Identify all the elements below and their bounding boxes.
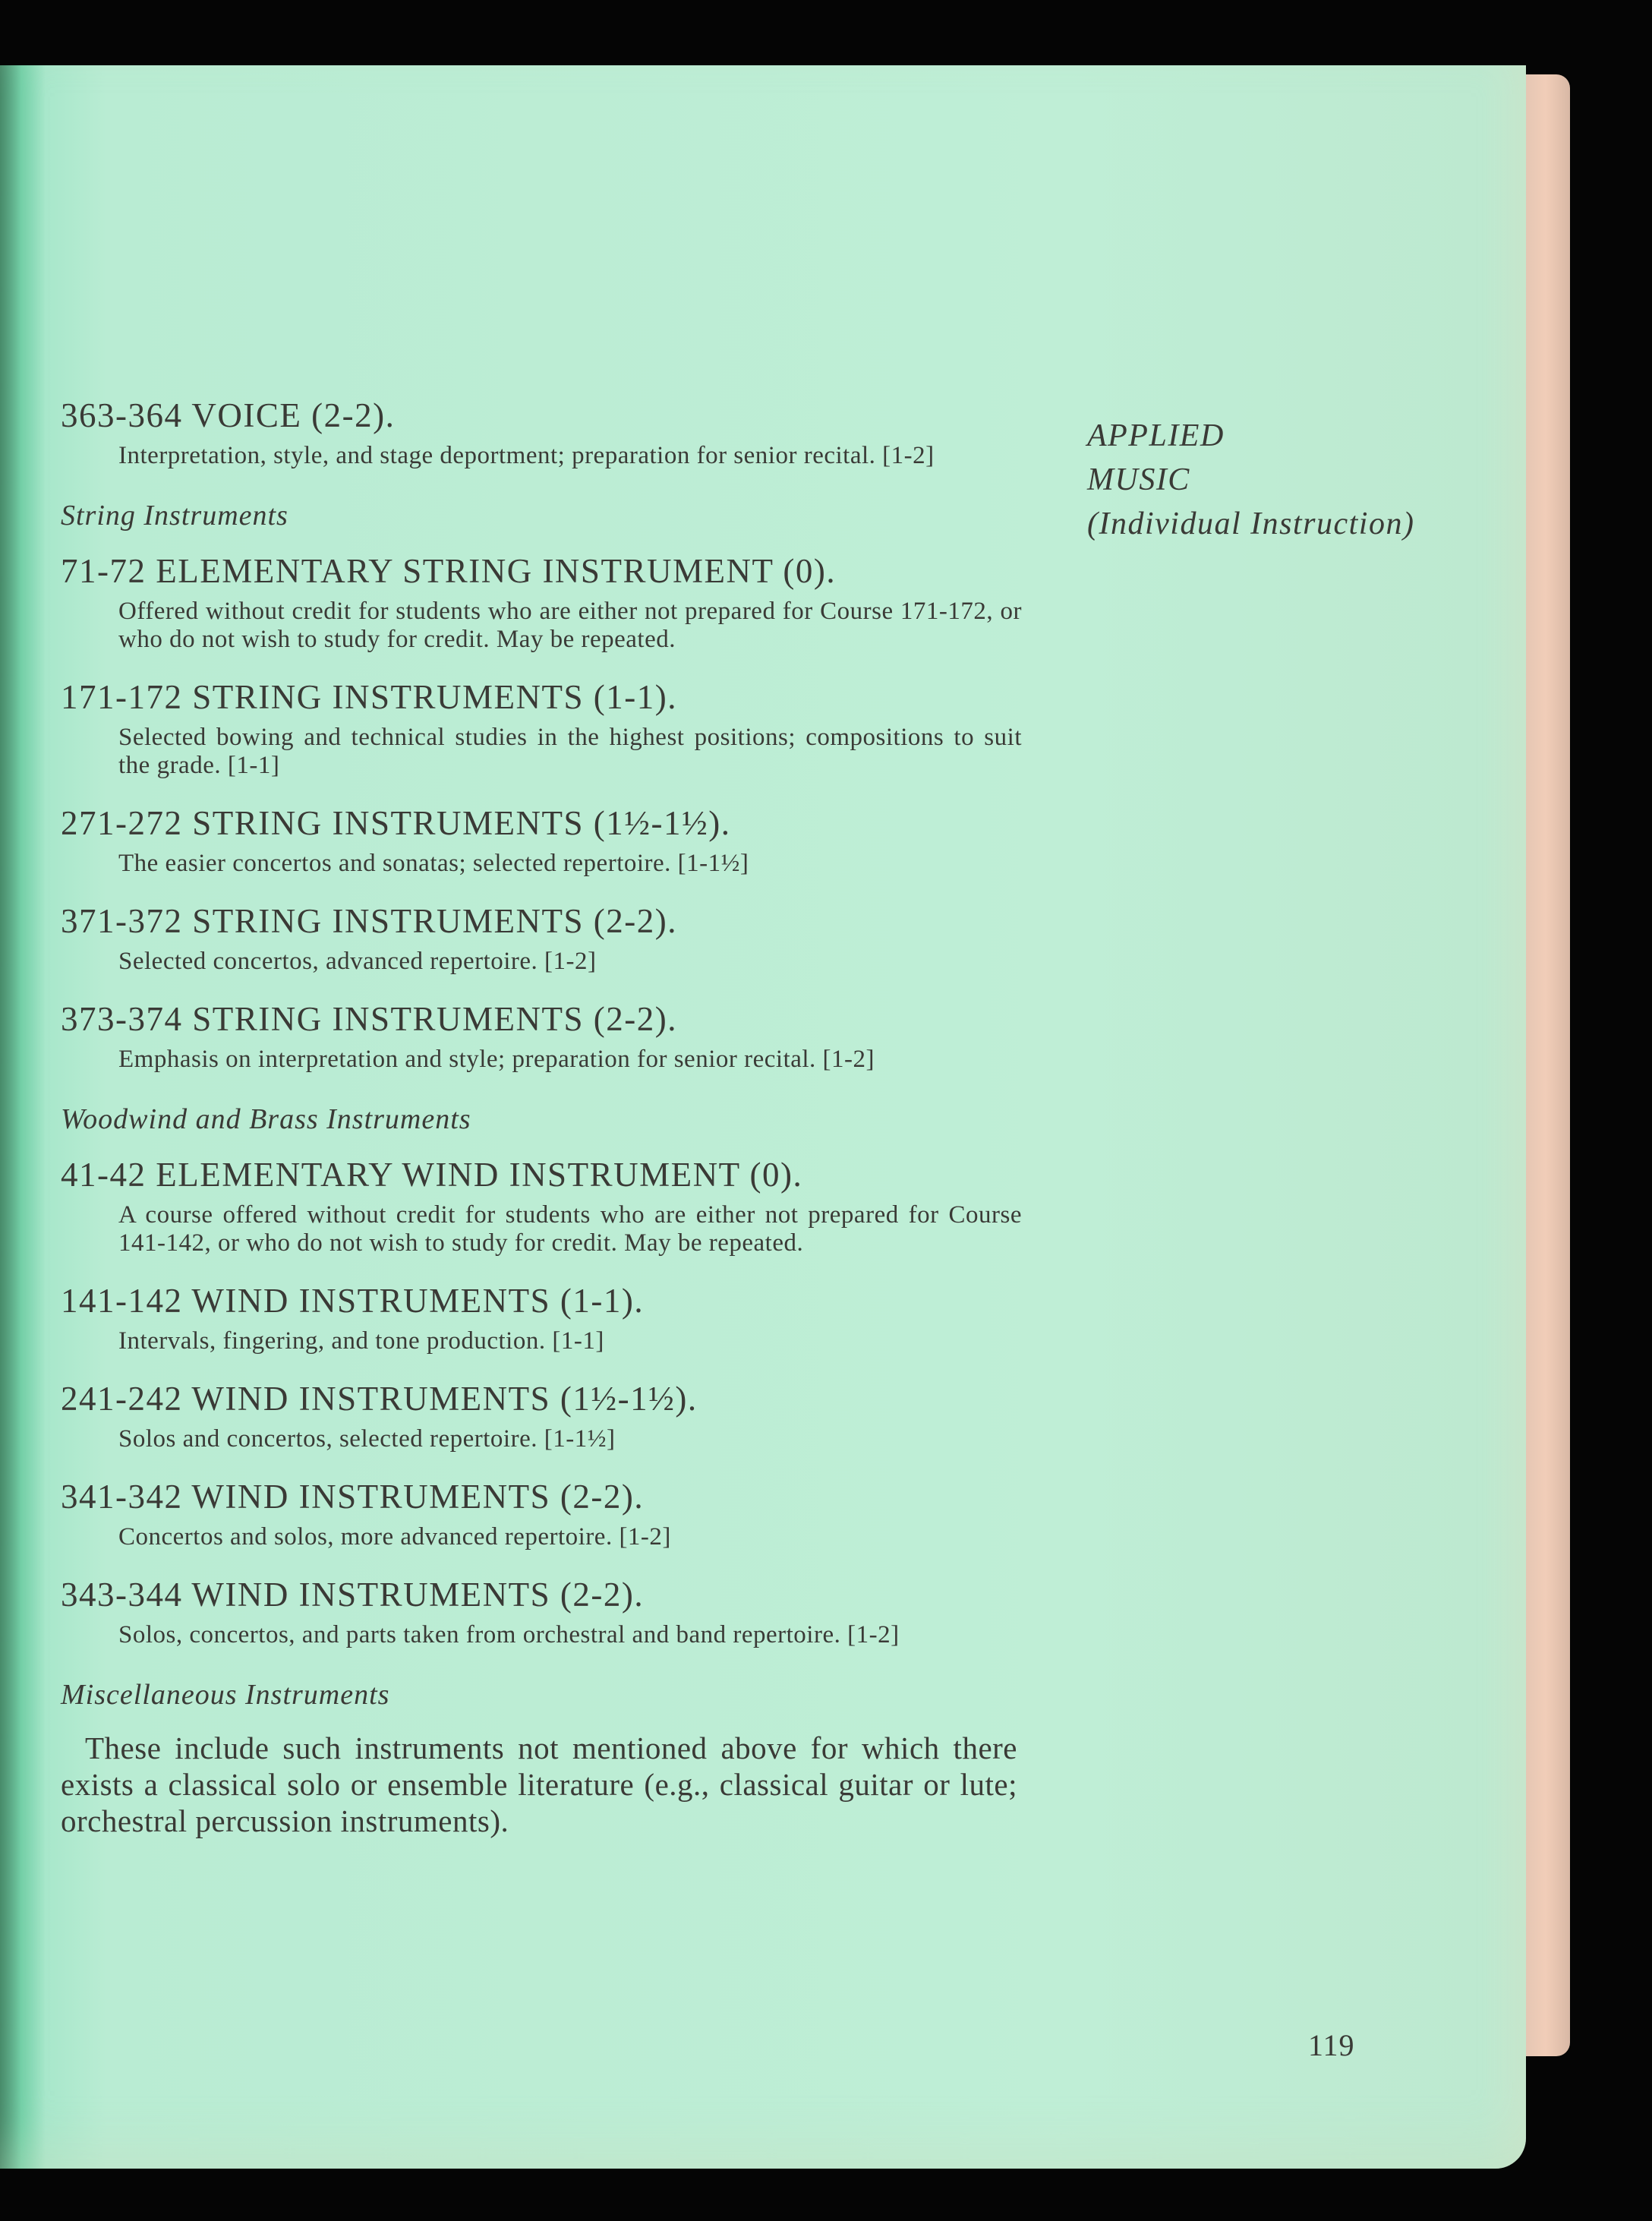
course-description: Concertos and solos, more advanced repertoire. [1-2] <box>118 1523 671 1551</box>
course-heading: 343-344 WIND INSTRUMENTS (2-2). <box>61 1576 645 1614</box>
course-item <box>61 999 1032 1074</box>
course-heading: 71-72 ELEMENTARY STRING INSTRUMENT (0). <box>61 552 837 590</box>
course-heading: 241-242 WIND INSTRUMENTS (1½-1½). <box>61 1380 698 1418</box>
course-description: Selected concertos, advanced repertoire. [1-2] <box>118 948 597 975</box>
course-description: Solos and concertos, selected repertoire. [1-1½] <box>118 1425 616 1453</box>
course-heading: 373-374 STRING INSTRUMENTS (2-2). <box>61 1000 677 1038</box>
section-title-string: String Instruments <box>61 500 288 532</box>
course-item <box>61 1476 1032 1551</box>
section-title-wind: Woodwind and Brass Instruments <box>61 1103 471 1135</box>
course-heading: 41-42 ELEMENTARY WIND INSTRUMENT (0). <box>61 1156 803 1194</box>
course-description: Solos, concertos, and parts taken from orchestral and band repertoire. [1-2] <box>118 1621 900 1648</box>
course-voice <box>61 395 1032 470</box>
course-description: Offered without credit for students who are either not prepared for Course 171-172, or who do not wish to study for credit. May be repeated. <box>118 598 1022 653</box>
course-heading: 341-342 WIND INSTRUMENTS (2-2). <box>61 1478 645 1516</box>
course-item <box>61 1154 1032 1257</box>
page-content <box>61 395 1032 1839</box>
page-number: 119 <box>1308 2028 1355 2062</box>
course-description: Intervals, fingering, and tone production. [1-1] <box>118 1327 604 1355</box>
course-item <box>61 1378 1032 1453</box>
course-heading: 141-142 WIND INSTRUMENTS (1-1). <box>61 1282 645 1320</box>
course-description: Interpretation, style, and stage deportment; preparation for senior recital. [1-2] <box>118 442 935 469</box>
course-description: A course offered without credit for students who are either not prepared for Course 141-142, or who do not wish to study for credit. May be repeated. <box>118 1201 1022 1257</box>
course-description: The easier concertos and sonatas; selected repertoire. [1-1½] <box>118 850 749 877</box>
course-item <box>61 901 1032 976</box>
section-title-misc: Miscellaneous Instruments <box>61 1679 390 1711</box>
course-item <box>61 677 1032 780</box>
course-item <box>61 1574 1032 1649</box>
sidenote-line-2: MUSIC <box>1087 462 1190 497</box>
course-heading: 171-172 STRING INSTRUMENTS (1-1). <box>61 678 677 716</box>
course-description: Selected bowing and technical studies in the highest positions; compositions to suit the grade. [1-1] <box>118 724 1022 779</box>
sidenote-line-1: APPLIED <box>1087 418 1225 453</box>
misc-paragraph: These include such instruments not mentioned above for which there exists a classical solo or ensemble literature (e.g., classical guitar or lute; orchestral percussion instruments). <box>61 1730 1017 1838</box>
course-item <box>61 803 1032 878</box>
course-description: Emphasis on interpretation and style; preparation for senior recital. [1-2] <box>118 1046 875 1073</box>
course-heading: 271-272 STRING INSTRUMENTS (1½-1½). <box>61 804 731 842</box>
course-heading: 363-364 VOICE (2-2). <box>61 396 396 434</box>
applied-music-sidenote <box>1087 414 1414 546</box>
course-heading: 371-372 STRING INSTRUMENTS (2-2). <box>61 902 677 940</box>
course-item <box>61 1280 1032 1355</box>
course-item <box>61 551 1032 654</box>
sidenote-line-3: (Individual Instruction) <box>1087 506 1415 541</box>
